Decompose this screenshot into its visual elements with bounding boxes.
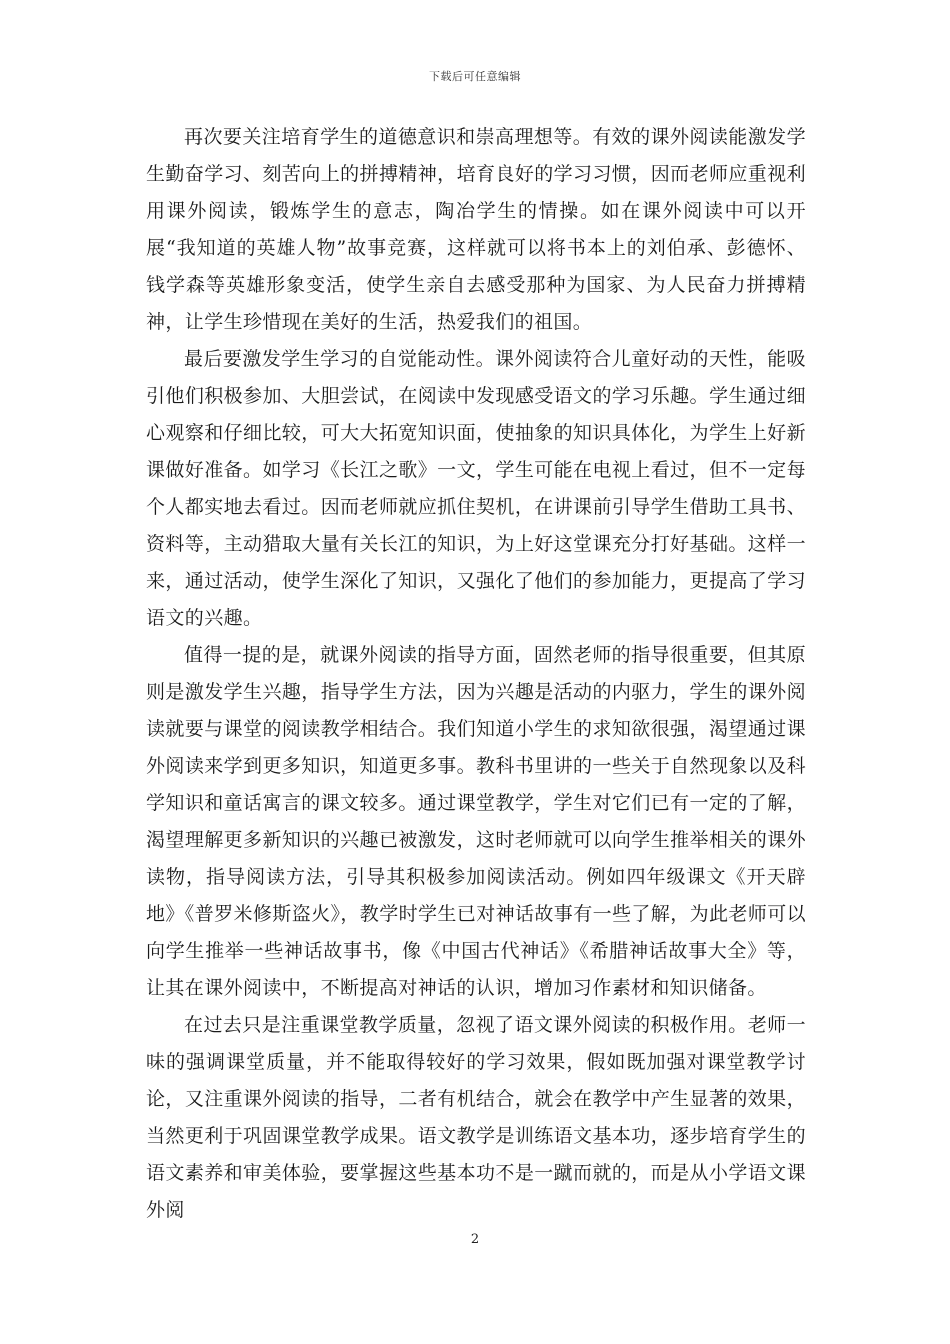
page-number: 2 xyxy=(470,1232,480,1247)
paragraph: 在过去只是注重课堂教学质量，忽视了语文课外阅读的积极作用。老师一味的强调课堂质量，并不能取得较好的学习效果，假如既加强对课堂教学讨论，又注重课外阅读的指导，二者有机结合，就会在教学中产生显著的效果，当然更利于巩固课堂教学成果。语文教学是训练语文基本功，逐步培育学生的语文素养和审美体验，要掌握这些基本功不是一蹴而就的，而是从小学语文课外阅 xyxy=(146,1014,806,1221)
paragraph: 值得一提的是，就课外阅读的指导方面，固然老师的指导很重要，但其原则是激发学生兴趣，指导学生方法，因为兴趣是活动的内驱力，学生的课外阅读就要与课堂的阅读教学相结合。我们知道小学生的求知欲很强，渴望通过课外阅读来学到更多知识，知道更多事。教科书里讲的一些关于自然现象以及科学知识和童话寓言的课文较多。通过课堂教学，学生对它们已有一定的了解，渴望理解更多新知识的兴趣已被激发，这时老师就可以向学生推举相关的课外读物，指导阅读方法，引导其积极参加阅读活动。例如四年级课文《开天辟地》《普罗米修斯盗火》，教学时学生已对神话故事有一些了解，为此老师可以向学生推举一些神话故事书，像《中国古代神话》《希腊神话故事大全》等，让其在课外阅读中，不断提高对神话的认识，增加习作素材和知识储备。 xyxy=(146,644,807,999)
body-text xyxy=(146,119,806,1229)
paragraph: 最后要激发学生学习的自觉能动性。课外阅读符合儿童好动的天性，能吸引他们积极参加、大胆尝试，在阅读中发现感受语文的学习乐趣。学生通过细心观察和仔细比较，可大大拓宽知识面，使抽象的知识具体化，为学生上好新课做好准备。如学习《长江之歌》一文，学生可能在电视上看过，但不一定每个人都实地去看过。因而老师就应抓住契机，在讲课前引导学生借助工具书、资料等，主动猎取大量有关长江的知识，为上好这堂课充分打好基础。这样一来，通过活动，使学生深化了知识，又强化了他们的参加能力，更提高了学习语文的兴趣。 xyxy=(146,348,806,629)
page-header: 下载后可任意编辑 xyxy=(429,70,521,83)
paragraph: 再次要关注培育学生的道德意识和崇高理想等。有效的课外阅读能激发学生勤奋学习、刻苦向上的拼搏精神，培育良好的学习习惯，因而老师应重视利用课外阅读，锻炼学生的意志，陶冶学生的情操。如在课外阅读中可以开展“我知道的英雄人物”故事竞赛，这样就可以将书本上的刘伯承、彭德怀、钱学森等英雄形象变活，使学生亲自去感受那种为国家、为人民奋力拼搏精神，让学生珍惜现在美好的生活，热爱我们的祖国。 xyxy=(146,126,806,333)
